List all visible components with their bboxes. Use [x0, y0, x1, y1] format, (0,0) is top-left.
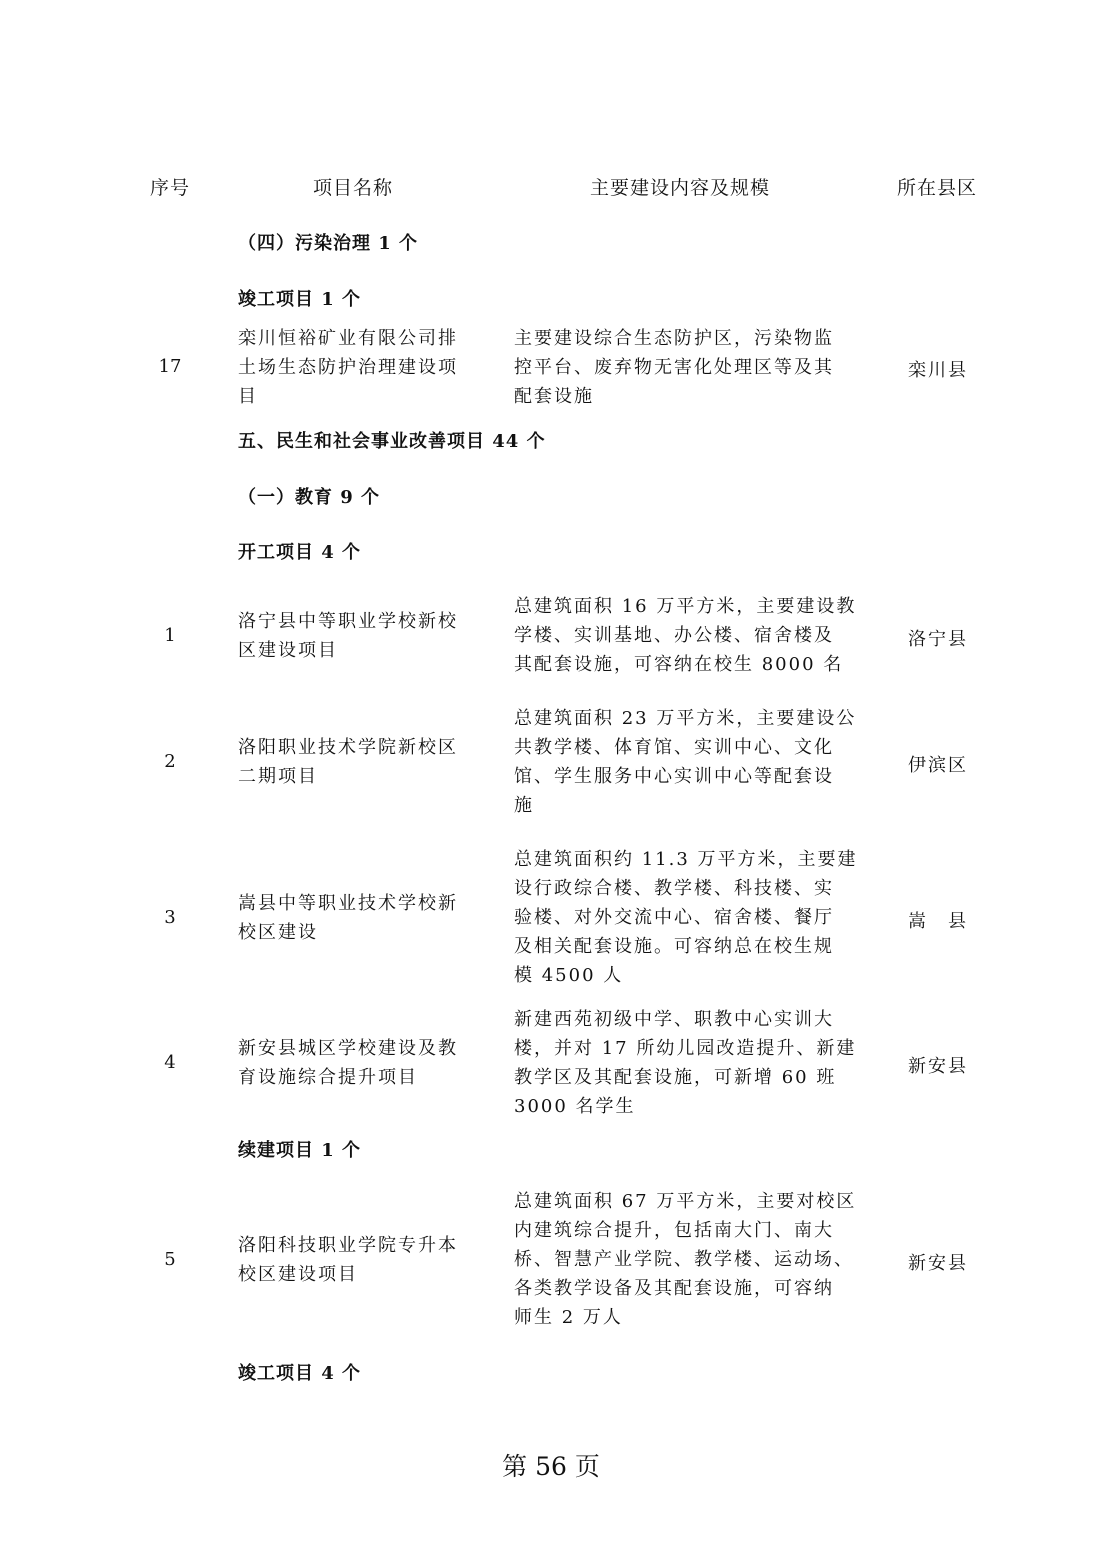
project-content: 总建筑面积 67 万平方米，主要对校区 内建筑综合提升，包括南大门、南大 桥、智慧产业学院、教学楼、运动场、 各类教学设备及其配套设施，可容纳 师生 2 万人 [514, 1191, 857, 1328]
row-number: 3 [164, 907, 176, 928]
page-number: 第 56 页 [502, 1452, 600, 1481]
project-name: 栾川恒裕矿业有限公司排 土场生态防护治理建设项 目 [238, 328, 458, 407]
project-content: 新建西苑初级中学、职教中心实训大 楼，并对 17 所幼儿园改造提升、新建 教学区及其配套设施，可新增 60 班 3000 名学生 [514, 1009, 857, 1117]
project-county: 嵩 县 [908, 911, 968, 932]
section-heading: 竣工项目 4 个 [238, 1363, 362, 1384]
project-name: 嵩县中等职业技术学校新 校区建设 [238, 893, 458, 943]
section-heading: （一）教育 9 个 [238, 487, 381, 508]
project-county: 栾川县 [908, 360, 968, 381]
row-number: 17 [158, 356, 182, 377]
project-name: 洛宁县中等职业学校新校 区建设项目 [238, 611, 458, 661]
section-heading: （四）污染治理 1 个 [238, 233, 419, 254]
row-number: 2 [164, 751, 176, 772]
row-number: 1 [164, 625, 176, 646]
project-content: 总建筑面积 23 万平方米，主要建设公 共教学楼、体育馆、实训中心、文化 馆、学生服务中心实训中心等配套设 施 [514, 708, 857, 816]
header-col-county: 所在县区 [897, 177, 978, 199]
section-heading: 竣工项目 1 个 [238, 289, 362, 310]
project-county: 新安县 [908, 1253, 968, 1274]
project-county: 新安县 [908, 1056, 968, 1077]
project-name: 洛阳科技职业学院专升本 校区建设项目 [238, 1235, 458, 1285]
section-heading: 五、民生和社会事业改善项目 44 个 [238, 431, 546, 452]
project-content: 总建筑面积 16 万平方米，主要建设教 学楼、实训基地、办公楼、宿舍楼及 其配套设施，可容纳在校生 8000 名 [514, 596, 857, 675]
section-heading: 开工项目 4 个 [238, 542, 362, 563]
header-col-name: 项目名称 [313, 177, 394, 199]
header-col-no: 序号 [150, 177, 191, 199]
row-number: 4 [164, 1052, 176, 1073]
header-col-content: 主要建设内容及规模 [590, 177, 771, 199]
project-content: 主要建设综合生态防护区，污染物监 控平台、废弃物无害化处理区等及其 配套设施 [514, 328, 834, 407]
project-county: 伊滨区 [908, 755, 968, 776]
section-heading: 续建项目 1 个 [238, 1140, 362, 1161]
row-number: 5 [164, 1249, 176, 1270]
project-name: 洛阳职业技术学院新校区 二期项目 [238, 737, 458, 787]
project-county: 洛宁县 [908, 629, 968, 650]
project-content: 总建筑面积约 11.3 万平方米，主要建 设行政综合楼、教学楼、科技楼、实 验楼、对外交流中心、宿舍楼、餐厅 及相关配套设施。可容纳总在校生规 模 4500 人 [514, 849, 858, 986]
project-name: 新安县城区学校建设及教 育设施综合提升项目 [238, 1038, 458, 1088]
